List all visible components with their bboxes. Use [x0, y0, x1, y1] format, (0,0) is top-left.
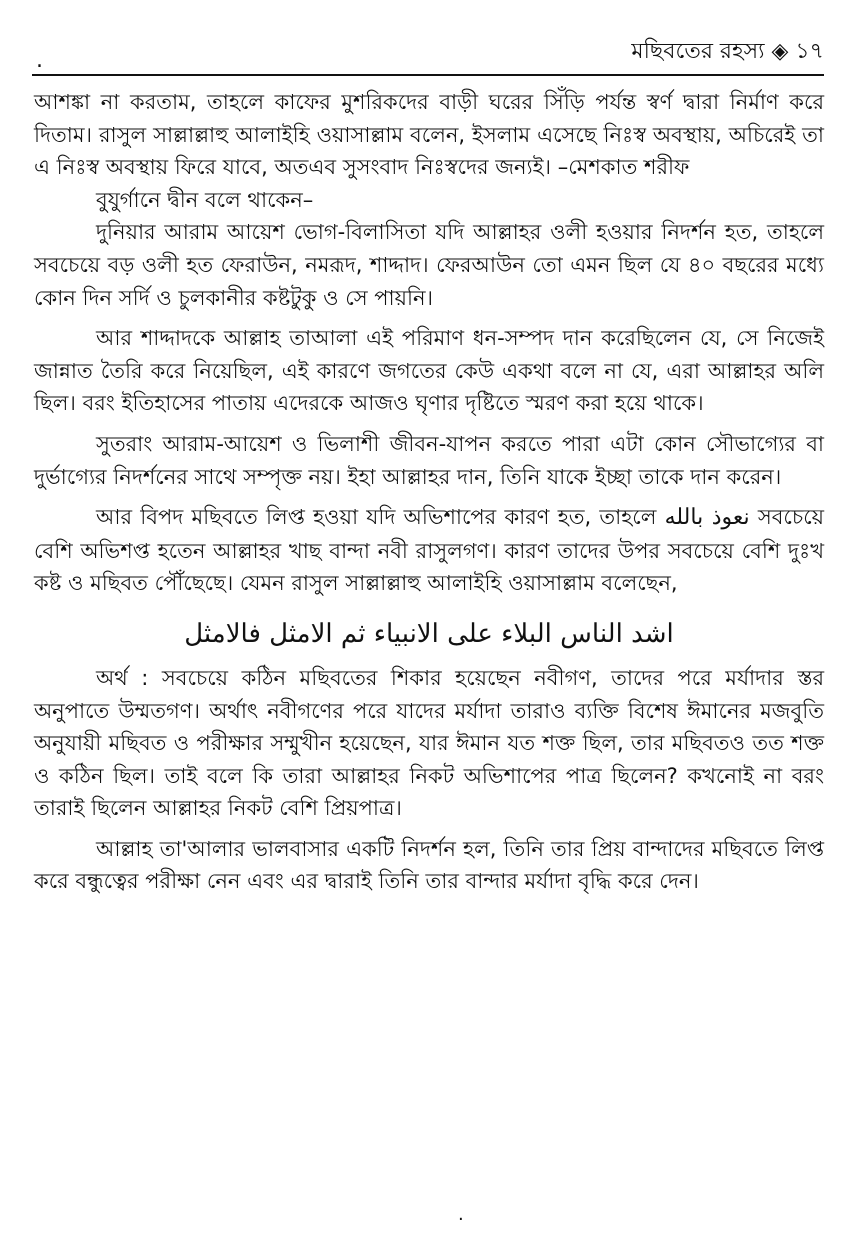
paragraph-continuation: আশঙ্কা না করতাম, তাহলে কাফের মুশরিকদের বাড়ী ঘরের সিঁড়ি পর্যন্ত স্বর্ণ দ্বারা নির্মাণ করে দিতাম। রাসুল সাল্লাল্লাহু আলাইহি ওয়াসাল্লাম বলেন, ইসলাম এসেছে নিঃস্ব অবস্থায়, অচিরেই তা এ নিঃস্ব অবস্থায় ফিরে যাবে, অতএব সুসংবাদ নিঃস্বদের জন্যই। –মেশকাত শরীফ	[34, 90, 824, 180]
paragraph-saying-intro: বুযুর্গানে দ্বীন বলে থাকেন–	[96, 187, 314, 212]
paragraph-worldly-comfort: দুনিয়ার আরাম আয়েশ ভোগ-বিলাসিতা যদি আল্লাহর ওলী হওয়ার নিদর্শন হত, তাহলে সবচেয়ে বড় ওলী হত ফেরাউন, নমরূদ, শাদ্দাদ। ফেরআউন তো এমন ছিল যে ৪০ বছরের মধ্যে কোন দিন সর্দি ও চুলকানীর কষ্টটুকু ও সে পায়নি।	[34, 220, 824, 310]
paragraph-calamity	[34, 501, 824, 600]
paragraph-shaddad: আর শাদ্দাদকে আল্লাহ তাআলা এই পরিমাণ ধন-সম্পদ দান করেছিলেন যে, সে নিজেই জান্নাত তৈরি করে নিয়েছিল, এই কারণে জগতের কেউ একথা বলে না যে, এরা আল্লাহর অলি ছিল। বরং ইতিহাসের পাতায় এদেরকে আজও ঘৃণার দৃষ্টিতে স্মরণ করা হয়ে থাকে।	[34, 326, 824, 416]
calamity-text-start: আর বিপদ মছিবতে লিপ্ত হওয়া যদি অভিশাপের কারণ হত, তাহলে	[96, 505, 665, 530]
arabic-hadith-quote: اشد الناس البلاء على الانبياء ثم الامثل فالامثل	[184, 618, 674, 649]
calamity-text-end: সবচেয়ে বেশি অভিশপ্ত হতেন আল্লাহর খাছ বান্দা নবী রাসুলগণ। কারণ তাদের উপর সবচেয়ে বেশি দুঃখ কষ্ট ও মছিবত পৌঁছেছে। যেমন রাসুল সাল্লাল্লাহু আলাইহি ওয়াসাল্লাম বলেছেন,	[34, 505, 825, 596]
paragraph-love-sign: আল্লাহ তা'আলার ভালবাসার একটি নিদর্শন হল, তিনি তার প্রিয় বান্দাদের মছিবতে লিপ্ত করে বন্ধুত্বের পরীক্ষা নেন এবং এর দ্বারাই তিনি তার বান্দার মর্যাদা বৃদ্ধি করে দেন।	[34, 836, 824, 894]
page-body	[34, 86, 824, 898]
paragraph-meaning: অর্থ : সবচেয়ে কঠিন মছিবতের শিকার হয়েছেন নবীগণ, তাদের পরে মর্যাদার স্তর অনুপাতে উম্মতগণ। অর্থাৎ নবীগণের পরে যাদের মর্যাদা তারাও ব্যক্তি বিশেষ ঈমানের মজবুতি অনুযায়ী মছিবত ও পরীক্ষার সম্মুখীন হয়েছেন, যার ঈমান যত শক্ত ছিল, তার মছিবতও তত শক্ত ও কঠিন ছিল। তাই বলে কি তারা আল্লাহর নিকট অভিশাপের পাত্র ছিলেন? কখনোই না বরং তারাই ছিলেন আল্লাহর নিকট বেশি প্রিয়পাত্র।	[34, 665, 824, 821]
paragraph-luxury: সুতরাং আরাম-আয়েশ ও ভিলাশী জীবন-যাপন করতে পারা এটা কোন সৌভাগ্যের বা দুর্ভাগ্যের নিদর্শনের সাথে সম্পৃক্ত নয়। ইহা আল্লাহর দান, তিনি যাকে ইচ্ছা তাকে দান করেন।	[34, 431, 824, 489]
header-dot-mark: .	[36, 48, 43, 73]
print-speck: .	[458, 1204, 464, 1225]
arabic-phrase-inline: نعوذ بالله	[664, 505, 750, 531]
header-rule	[32, 74, 824, 76]
page-header	[32, 36, 824, 74]
running-title: মছিবতের রহস্য ◈ ১৭	[631, 39, 824, 64]
